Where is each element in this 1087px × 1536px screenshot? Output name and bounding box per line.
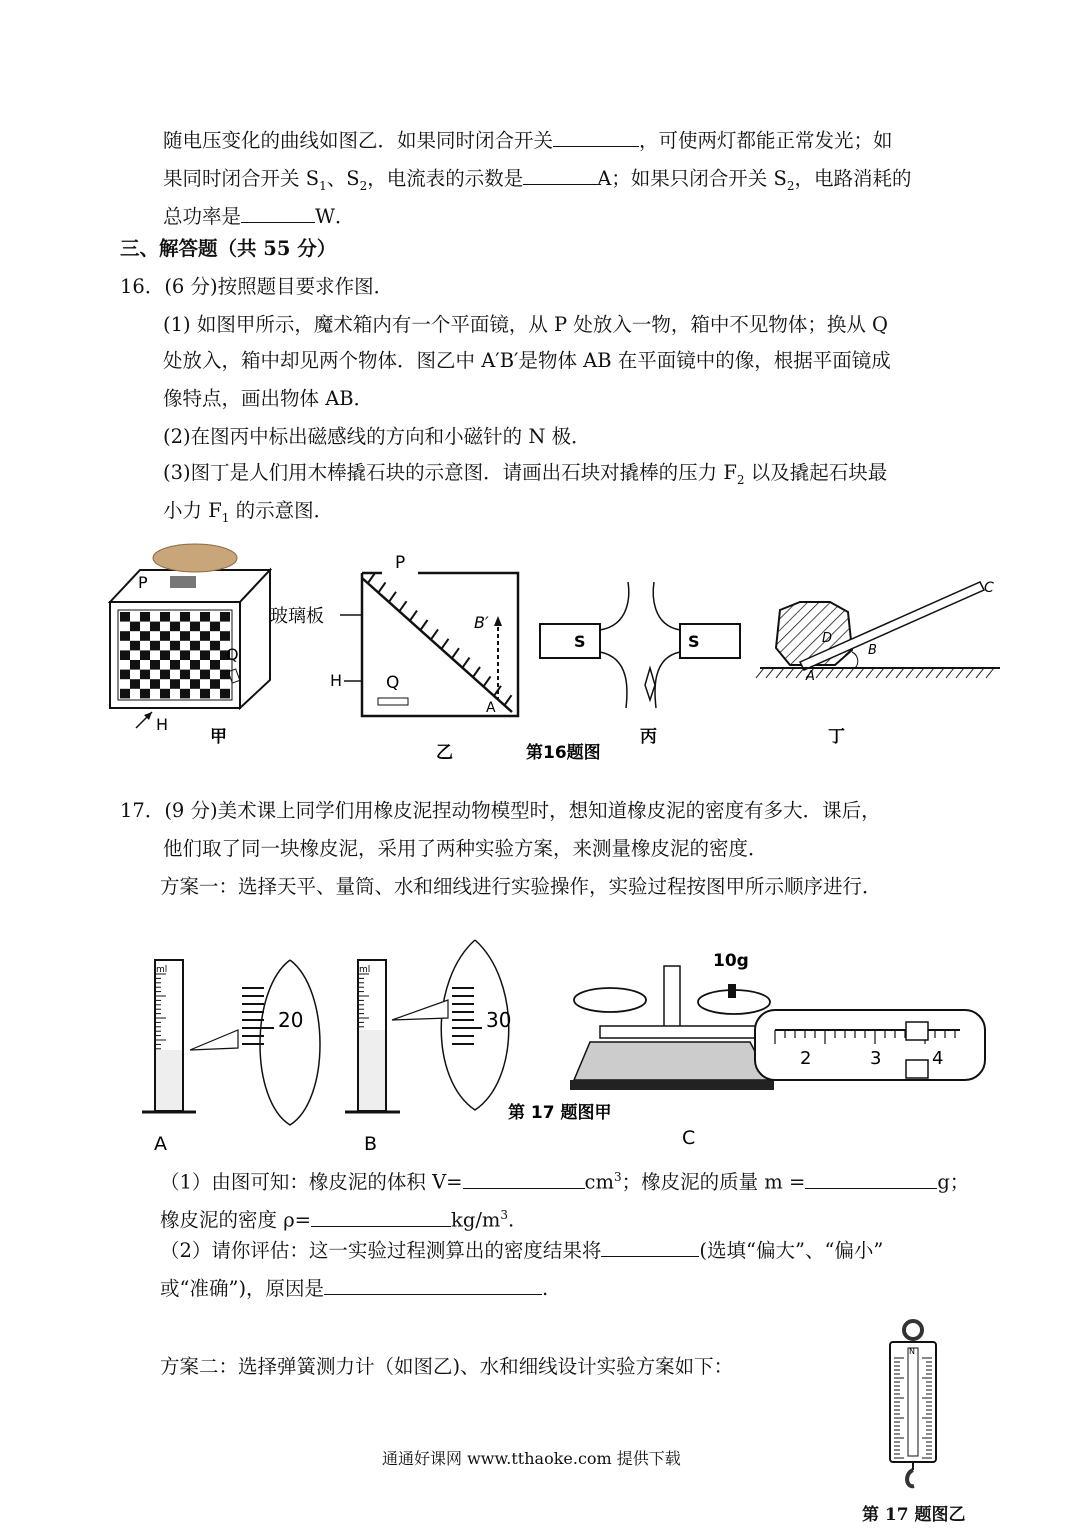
- q16-p3b: 小力 $F_1$ 的示意图．: [163, 499, 334, 525]
- caption-A: A: [154, 1133, 167, 1155]
- q16-p1c: 像特点，画出物体 AB．: [163, 387, 374, 410]
- weight-10g: [728, 984, 736, 998]
- caption-yi: 乙: [436, 743, 453, 763]
- ruler-3: 3: [870, 1048, 882, 1069]
- q16-p2: (2)在图丙中标出磁感线的方向和小磁针的 N 极．: [163, 425, 591, 448]
- label-D: D: [822, 631, 833, 646]
- cylinder-B: [345, 940, 511, 1112]
- label-B: B: [868, 643, 877, 658]
- q17-l2: 他们取了同一块橡皮泥，采用了两种实验方案，来测量橡皮泥的密度．: [163, 837, 768, 860]
- q16-head: 16．(6 分)按照题目要求作图．: [120, 275, 394, 298]
- q15-line-3: 总功率是 W．: [163, 205, 355, 228]
- figure-16: [100, 540, 1000, 770]
- caption-B: B: [364, 1133, 378, 1155]
- q17-eval1: （2）请你评估：这一实验过程测算出的密度结果将 (选填“偏大”、“偏小”: [160, 1239, 884, 1262]
- magnet-right-S: S: [688, 632, 700, 651]
- label-A-ding: A: [806, 669, 815, 684]
- label-H: H: [156, 715, 169, 734]
- figure-16-title: 第16题图: [526, 743, 601, 763]
- yi-label-Q: Q: [386, 673, 400, 693]
- ruler-2: 2: [800, 1048, 812, 1069]
- q16-p1a: (1) 如图甲所示，魔术箱内有一个平面镜，从 P 处放入一物，箱中不见物体；换从 Q: [163, 313, 889, 336]
- checkerboard-pattern: [118, 610, 232, 700]
- figure-17-jia: [130, 930, 990, 1160]
- q17-plan2: 方案二：选择弹簧测力计（如图乙)、水和细线设计实验方案如下：: [160, 1355, 734, 1378]
- caption-jia: 甲: [210, 727, 227, 747]
- ruler-zoom: [755, 1010, 985, 1080]
- figure-17-yi-title: 第 17 题图乙: [862, 1505, 966, 1525]
- figure-17-jia-title: 第 17 题图甲: [508, 1103, 612, 1123]
- glass-label: 玻璃板: [270, 606, 324, 627]
- magnet-left-S: S: [574, 632, 586, 651]
- label-A-yi: A: [486, 700, 496, 716]
- caption-C: C: [682, 1127, 696, 1149]
- q17-eval2: 或“准确”)，原因是 .: [160, 1277, 549, 1300]
- reading-20: 20: [278, 1008, 304, 1032]
- label-C: C: [984, 580, 994, 596]
- fig16-jia-box: [110, 544, 270, 734]
- q17-plan1: 方案一：选择天平、量筒、水和细线进行实验操作，实验过程按图甲所示顺序进行．: [160, 875, 882, 898]
- q17-ans1: （1）由图可知：橡皮泥的体积 $V= cm^3$；橡皮泥的质量 m = g；: [160, 1170, 970, 1194]
- balance-C: [570, 951, 985, 1090]
- page-footer: 通通好课网 www.tthaoke.com 提供下载: [382, 1449, 681, 1468]
- fig16-yi-diagram: [270, 553, 518, 716]
- q16-p1b: 处放入，箱中却见两个物体．图乙中 A′B′是物体 AB 在平面镜中的像，根据平面镜成: [163, 349, 891, 372]
- ruler-4: 4: [932, 1048, 944, 1069]
- q17-ans2: 橡皮泥的密度 $\rho= kg/m^3$.: [160, 1208, 515, 1232]
- yi-label-P: P: [395, 553, 406, 573]
- compass-needle: [645, 668, 655, 700]
- label-Bprime: B′: [474, 613, 489, 632]
- weight-label: 10g: [713, 951, 749, 971]
- caption-ding: 丁: [828, 727, 845, 747]
- fig16-bing-magnets: [540, 582, 740, 708]
- ml-A: ml: [156, 965, 168, 975]
- newton-label: N: [909, 1347, 915, 1356]
- yi-label-H: H: [330, 671, 343, 690]
- label-P: P: [138, 573, 148, 592]
- section-heading: 三、解答题（共 55 分）: [120, 237, 337, 260]
- fig16-ding-lever: [756, 580, 1000, 684]
- spring-scale: [880, 1318, 950, 1498]
- reading-30: 30: [486, 1008, 512, 1032]
- q17-head: 17．(9 分)美术课上同学们用橡皮泥捏动物模型时，想知道橡皮泥的密度有多大．课后，: [120, 799, 881, 822]
- q16-p3a: (3)图丁是人们用木棒撬石块的示意图．请画出石块对撬棒的压力 $F_2$ 以及撬起石块最: [163, 461, 888, 487]
- q15-line-1: 随电压变化的曲线如图乙．如果同时闭合开关 ，可使两灯都能正常发光；如: [163, 129, 893, 152]
- q15-line-2: 果同时闭合开关 $S_1$、$S_2$，电流表的示数是 A；如果只闭合开关 $S_2$，电路消耗的: [163, 167, 912, 193]
- caption-bing: 丙: [640, 727, 657, 747]
- hand-icon: [153, 544, 237, 572]
- label-Q: Q: [226, 645, 239, 664]
- hook-icon: [907, 1470, 914, 1486]
- ml-B: ml: [359, 965, 371, 975]
- cylinder-A: [142, 960, 320, 1125]
